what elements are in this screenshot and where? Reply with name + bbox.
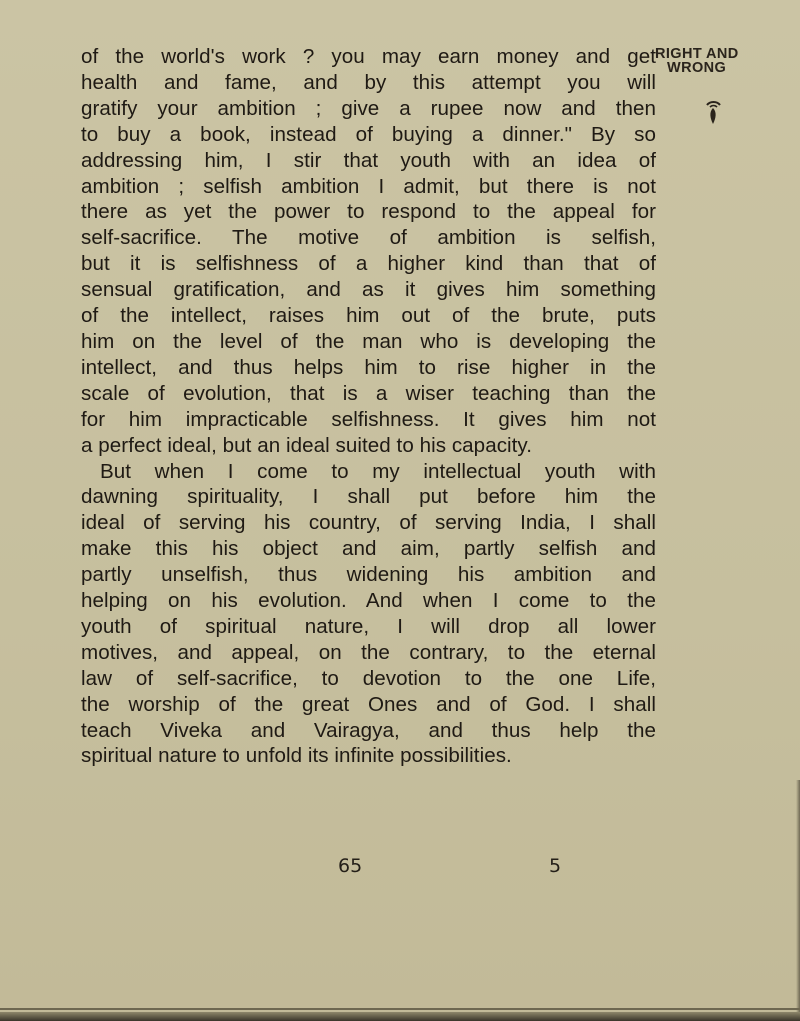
page-bottom-line bbox=[0, 1008, 800, 1010]
text-line: intellect, and thus helps him to rise higher in the bbox=[81, 355, 656, 379]
margin-heading-line2: WRONG bbox=[667, 60, 727, 76]
text-line: ideal of serving his country, of serving India, I shall bbox=[81, 511, 656, 535]
text-line: a perfect ideal, but an ideal suited to his capacity. bbox=[81, 433, 533, 457]
text-line: youth of spiritual nature, I will drop all lower bbox=[81, 614, 656, 638]
text-line: addressing him, I stir that youth with an idea of bbox=[81, 148, 656, 172]
text-line: for him impracticable selfishness. It gives him not bbox=[81, 407, 656, 431]
page-bottom-edge bbox=[0, 1012, 800, 1021]
text-line-paragraph-start: But when I come to my intellectual youth with bbox=[100, 459, 656, 483]
signature-mark: 5 bbox=[549, 855, 562, 877]
text-line: of the intellect, raises him out of the brute, puts bbox=[81, 304, 656, 328]
text-line: sensual gratification, and as it gives him something bbox=[81, 278, 656, 302]
text-line: him on the level of the man who is developing the bbox=[81, 329, 656, 353]
text-line: make this his object and aim, partly selfish and bbox=[81, 537, 656, 561]
text-line: gratify your ambition ; give a rupee now and then bbox=[81, 96, 656, 120]
page-number: 65 bbox=[338, 855, 363, 877]
margin-heading bbox=[655, 47, 785, 75]
margin-heading-line1: RIGHT AND bbox=[655, 46, 739, 62]
text-line: of the world's work ? you may earn money and get bbox=[81, 45, 656, 68]
text-line: ambition ; selfish ambition I admit, but there is not bbox=[81, 174, 656, 198]
text-line: health and fame, and by this attempt you will bbox=[81, 70, 656, 94]
text-line: partly unselfish, thus widening his ambition and bbox=[81, 563, 656, 587]
text-line: teach Viveka and Vairagya, and thus help the bbox=[81, 718, 656, 742]
text-line: the worship of the great Ones and of God. I shall bbox=[81, 692, 656, 716]
text-line: self-sacrifice. The motive of ambition is selfish, bbox=[81, 226, 656, 250]
text-line: to buy a book, instead of buying a dinner." By so bbox=[81, 122, 656, 146]
text-line: dawning spirituality, I shall put before him the bbox=[81, 485, 656, 509]
text-line: motives, and appeal, on the contrary, to the eternal bbox=[81, 640, 656, 664]
page-edge-shadow bbox=[796, 780, 800, 1012]
text-line: helping on his evolution. And when I come to the bbox=[81, 589, 656, 613]
body-text bbox=[81, 44, 656, 769]
text-line: but it is selfishness of a higher kind than that of bbox=[81, 252, 656, 276]
text-line: scale of evolution, that is a wiser teaching than the bbox=[81, 381, 656, 405]
text-line: spiritual nature to unfold its infinite possibilities. bbox=[81, 744, 512, 768]
flower-ornament-icon bbox=[703, 100, 723, 126]
text-line: law of self-sacrifice, to devotion to the one Life, bbox=[81, 666, 656, 690]
text-line: there as yet the power to respond to the appeal for bbox=[81, 200, 656, 224]
